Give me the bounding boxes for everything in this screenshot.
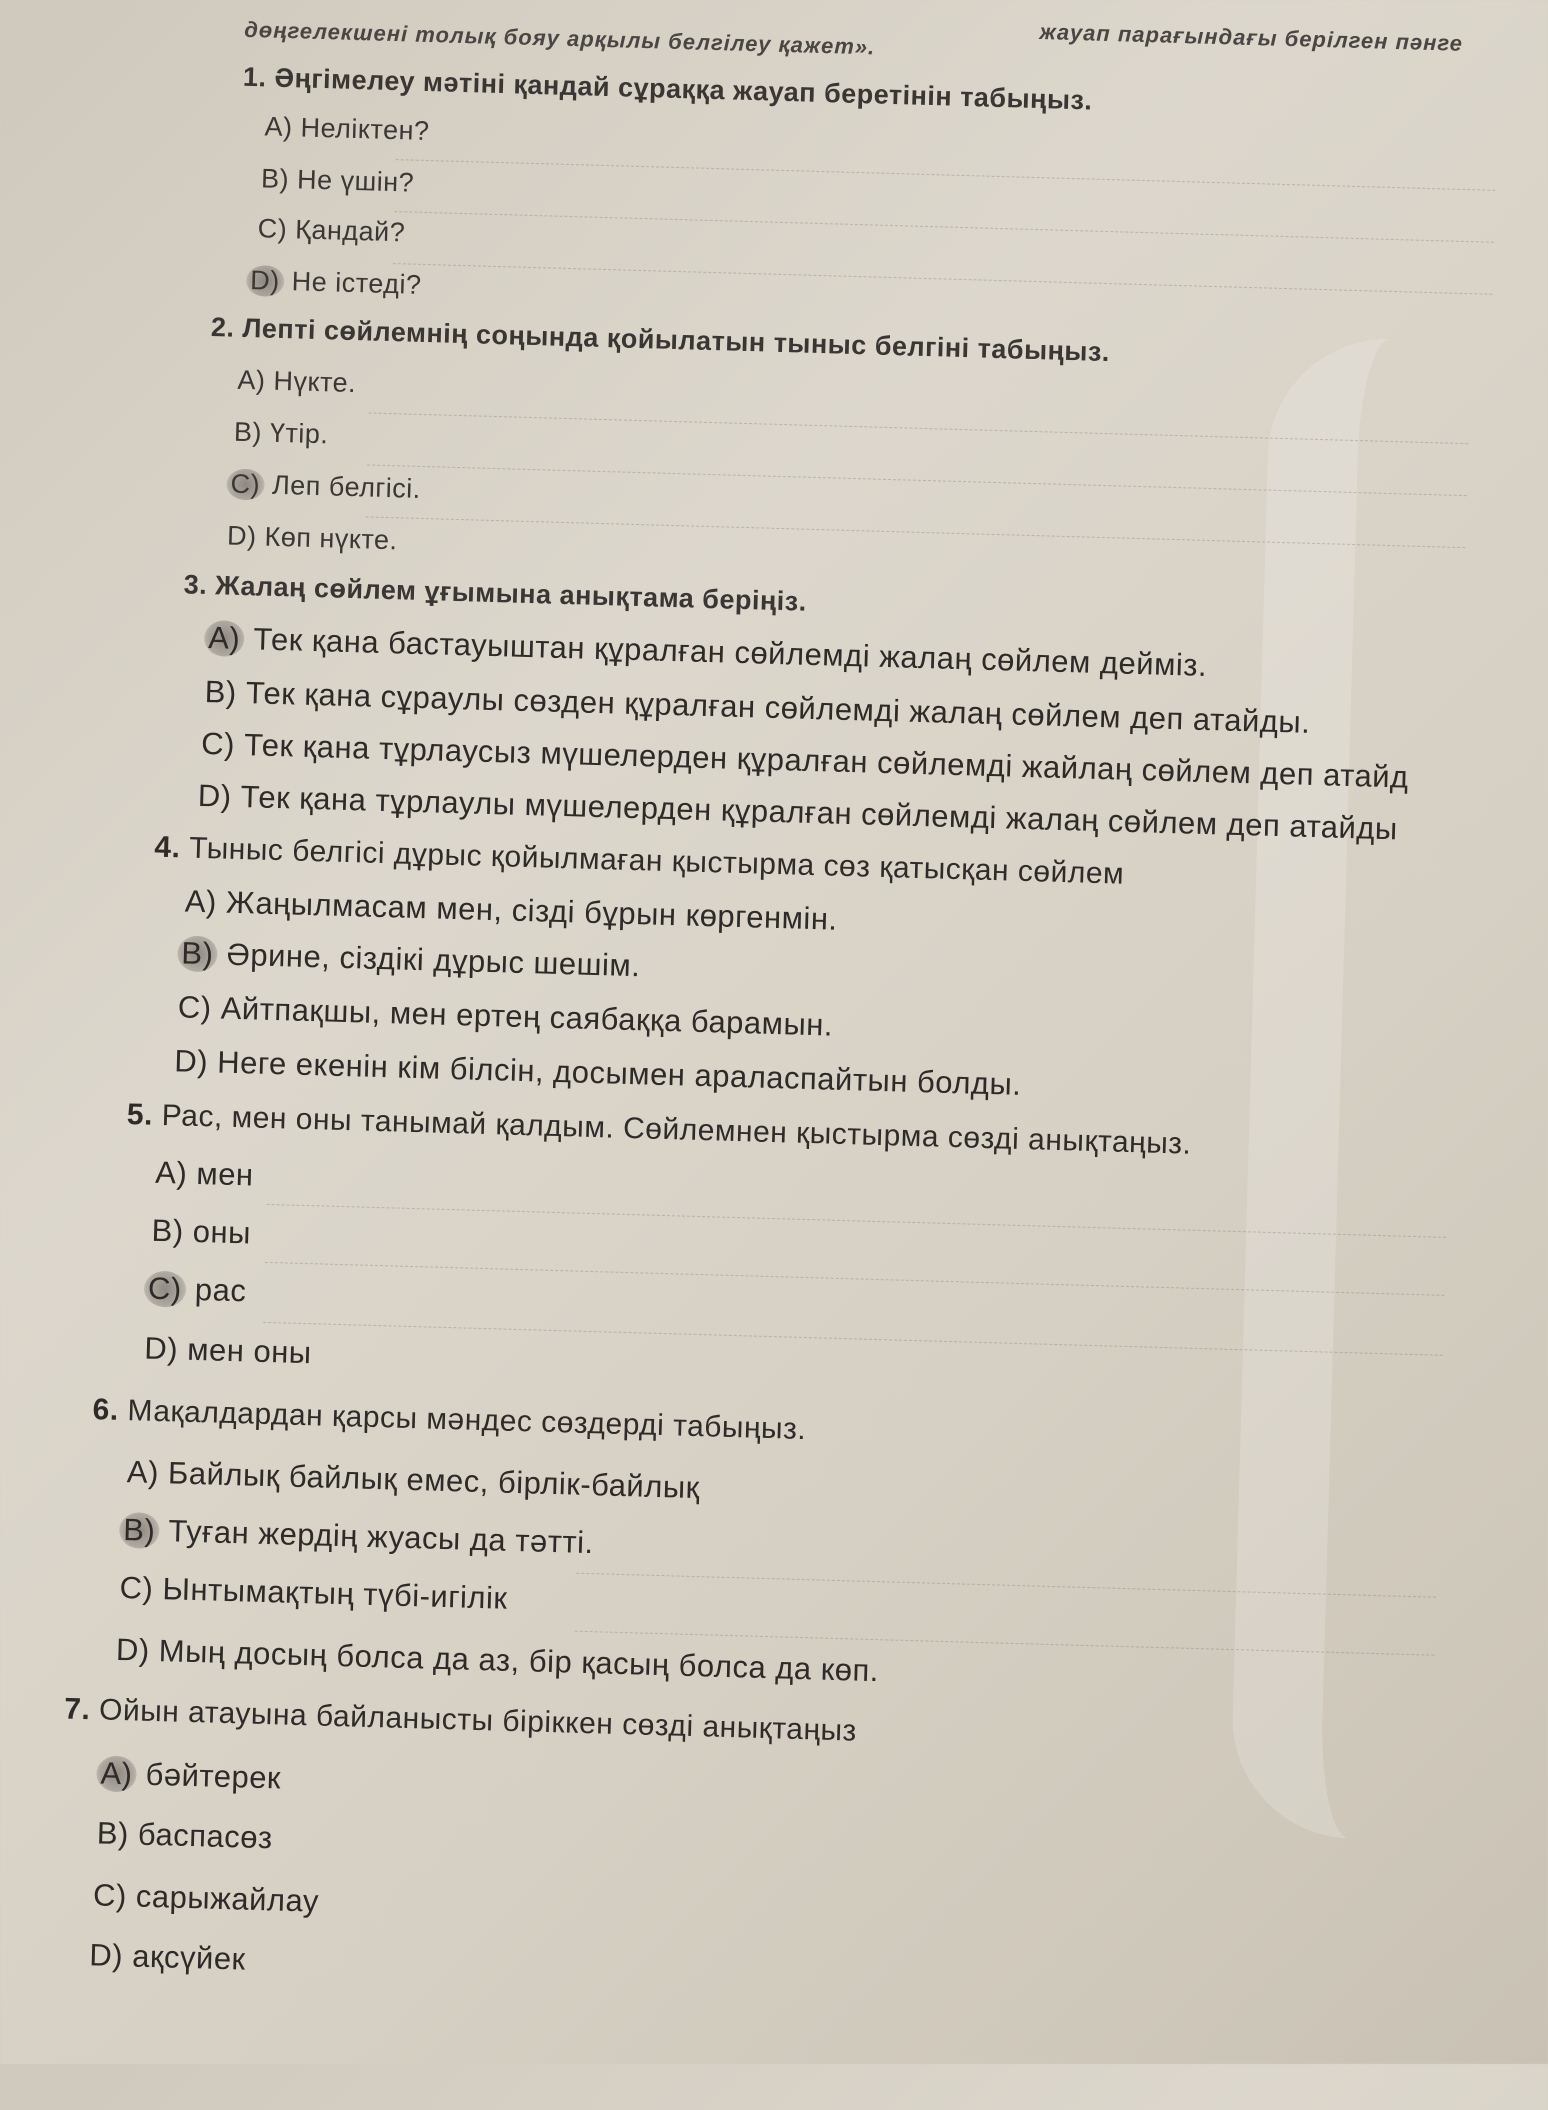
option-letter: C): [119, 1569, 154, 1606]
option-letter: B): [122, 1512, 156, 1548]
option-text: Не үшін?: [296, 164, 415, 198]
answer-mark: [96, 1755, 137, 1792]
option-text: мен оны: [186, 1331, 313, 1371]
option-letter: C): [200, 725, 236, 762]
option-text: Қандай?: [294, 214, 406, 248]
option-letter: D): [249, 265, 281, 296]
answer-mark: [119, 1512, 160, 1549]
option-letter: D): [197, 777, 233, 814]
q3-option-a-marked[interactable]: [208, 620, 1208, 684]
question-text: Лепті сөйлемнің соңында қойылатын тыныс белгіні табыңыз.: [242, 312, 1111, 368]
option-letter: B): [233, 416, 263, 448]
answer-mark: [204, 620, 245, 657]
option-letter: C): [257, 213, 288, 245]
question-text: Тыныс белгісі дұрыс қойылмаған қыстырма сөз қатысқан сөйлем: [188, 831, 1125, 891]
q4-option-b-marked[interactable]: [181, 935, 641, 984]
q2-option-b[interactable]: [234, 417, 329, 451]
option-text: Ынтымақтың түбі-игілік: [162, 1571, 508, 1616]
q1-option-c[interactable]: [257, 213, 405, 248]
option-text: Байлық байлық емес, бірлік-байлық: [167, 1455, 701, 1506]
answer-mark: [226, 469, 264, 501]
question-text: Жалаң сөйлем ұғымына анықтама беріңіз.: [214, 570, 808, 617]
q1-option-b[interactable]: [261, 163, 415, 198]
q2-option-c-marked[interactable]: [230, 469, 421, 505]
option-text: Тек қана тұрлаусыз мүшелерден құралған сөйлемді жайлаң сөйлем деп атайд: [243, 727, 1410, 795]
header-fragment: жауап парағындағы берілген пәнге: [1039, 19, 1464, 56]
option-text: Үтір.: [269, 417, 329, 450]
answer-mark: [177, 935, 218, 972]
question-3: [183, 569, 807, 617]
option-text: Мың досың болса да аз, бір қасың болса да көп.: [158, 1633, 880, 1689]
question-number: 2.: [210, 312, 235, 343]
question-5: [126, 1098, 1191, 1162]
option-letter: A): [207, 620, 241, 656]
option-text: Неліктен?: [300, 112, 430, 147]
option-letter: A): [126, 1454, 160, 1491]
q6-option-b-marked[interactable]: [123, 1512, 594, 1561]
q1-option-d-marked[interactable]: [250, 265, 422, 301]
watermark-shape: [1229, 336, 1548, 1846]
q4-option-d[interactable]: [174, 1043, 1022, 1103]
question-number: 7.: [63, 1692, 91, 1727]
question-7: [64, 1692, 857, 1748]
question-number: 6.: [92, 1393, 120, 1427]
option-letter: C): [177, 989, 213, 1026]
option-text: Көп нүкте.: [264, 521, 398, 556]
q4-option-a[interactable]: [184, 884, 838, 938]
option-letter: D): [226, 520, 258, 552]
answer-rule: [396, 159, 1496, 191]
option-letter: D): [88, 1937, 124, 1974]
q7-option-d[interactable]: [89, 1937, 246, 1977]
option-letter: C): [230, 468, 261, 500]
option-letter: A): [264, 111, 293, 143]
option-letter: A): [154, 1154, 188, 1191]
option-letter: C): [147, 1270, 183, 1307]
option-text: ақсүйек: [131, 1938, 247, 1977]
q6-option-c[interactable]: [119, 1570, 508, 1617]
header-instruction: дөңгелекшені толық бояу арқылы белгілеу қажет».: [243, 16, 876, 60]
q6-option-d[interactable]: [115, 1632, 879, 1689]
answer-mark: [144, 1271, 187, 1308]
question-number: 5.: [126, 1097, 154, 1132]
option-letter: B): [151, 1212, 185, 1249]
option-letter: B): [180, 935, 214, 972]
q6-option-a[interactable]: [126, 1454, 700, 1506]
option-text: мен: [195, 1155, 255, 1193]
option-letter: D): [173, 1043, 209, 1080]
q1-option-a[interactable]: [264, 111, 430, 147]
option-text: Тек қана тұрлаулы мүшелерден құралған сөйлемді жалаң сөйлем деп атайды: [240, 779, 1399, 847]
answer-mark: [246, 265, 284, 297]
question-number: 4.: [153, 830, 181, 865]
q7-option-b[interactable]: [96, 1815, 273, 1856]
question-text: Әңгімелеу мәтіні қандай сұраққа жауап беретінін табыңыз.: [274, 62, 1093, 116]
question-text: Мақалдардан қарсы мәндес сөздерді табыңыз.: [127, 1394, 807, 1447]
answer-rule: [394, 211, 1494, 243]
question-number: 1.: [242, 61, 267, 93]
option-text: оны: [192, 1213, 252, 1251]
q2-option-a[interactable]: [237, 365, 357, 399]
option-letter: D): [115, 1631, 151, 1668]
q4-option-c[interactable]: [177, 989, 833, 1043]
option-letter: D): [143, 1330, 179, 1367]
option-letter: C): [92, 1877, 128, 1914]
question-6: [92, 1393, 806, 1447]
question-4: [154, 831, 1125, 892]
option-text: Неге екенін кім білсін, досымен араласпайтын болды.: [216, 1044, 1022, 1102]
option-text: Тек қана сұраулы сөзден құралған сөйлемді жалаң сөйлем деп атайды.: [245, 675, 1311, 740]
option-letter: A): [184, 883, 218, 920]
question-2: [211, 312, 1111, 368]
option-text: Айтпақшы, мен ертең саябаққа барамын.: [220, 990, 834, 1043]
option-text: сарыжайлау: [135, 1878, 320, 1919]
option-text: Леп белгісі.: [271, 469, 422, 504]
q7-option-c[interactable]: [93, 1877, 320, 1919]
q2-option-d[interactable]: [227, 521, 398, 557]
option-text: Не істеді?: [291, 266, 422, 300]
question-text: Ойын атауына байланысты біріккен сөзді анықтаңыз: [98, 1693, 858, 1748]
question-text: Рас, мен оны танымай қалдым. Сөйлемнен қыстырма сөзді анықтаңыз.: [161, 1098, 1192, 1161]
option-letter: A): [100, 1755, 134, 1792]
q5-option-b[interactable]: [151, 1213, 251, 1252]
option-letter: A): [237, 364, 266, 396]
option-text: Тек қана бастауыштан құралған сөйлемді жалаң сөйлем дейміз.: [252, 621, 1208, 683]
option-text: Нүкте.: [273, 365, 357, 399]
q7-option-a-marked[interactable]: [100, 1756, 282, 1797]
question-1: [243, 62, 1093, 117]
option-text: рас: [194, 1271, 247, 1309]
q5-option-d[interactable]: [144, 1331, 312, 1372]
option-text: Туған жердің жуасы да тәтті.: [167, 1513, 595, 1561]
option-text: Жаңылмасам мен, сізді бұрын көргенмін.: [225, 884, 839, 937]
q5-option-c-marked[interactable]: [148, 1271, 247, 1310]
question-number: 3.: [183, 569, 208, 601]
option-letter: B): [260, 163, 290, 195]
answer-rule: [393, 263, 1493, 295]
q5-option-a[interactable]: [155, 1155, 254, 1194]
option-letter: B): [96, 1815, 130, 1852]
option-text: Әрине, сіздікі дұрыс шешім.: [226, 936, 641, 984]
option-text: бәйтерек: [145, 1756, 282, 1796]
option-letter: B): [204, 673, 238, 710]
option-text: баспасөз: [137, 1816, 274, 1856]
